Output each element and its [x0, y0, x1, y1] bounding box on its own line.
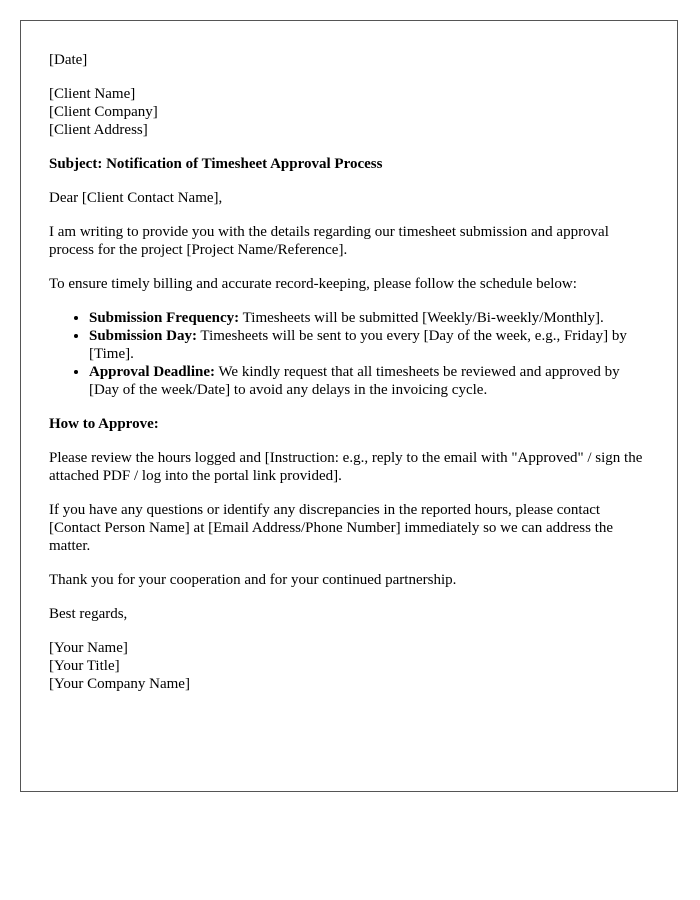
client-address: [Client Address] [49, 122, 148, 138]
questions-paragraph: If you have any questions or identify any discrepancies in the reported hours, please contact [Contact Person Name] at [Email Address/Phone Number] immediately so we can address the matter. [49, 502, 614, 554]
subject-line: Subject: Notification of Timesheet Approval Process [49, 156, 383, 172]
list-item [89, 309, 649, 327]
schedule-intro: To ensure timely billing and accurate record-keeping, please follow the schedule below: [49, 276, 577, 292]
date-block [49, 51, 649, 69]
client-company: [Client Company] [49, 104, 158, 120]
schedule-item-label: Submission Day: [89, 328, 197, 344]
sender-company: [Your Company Name] [49, 676, 190, 692]
letter-page [20, 20, 678, 792]
intro-paragraph: I am writing to provide you with the details regarding our timesheet submission and approval process for the project [Project Name/Reference]. [49, 224, 609, 258]
schedule-item-text: We kindly request that all timesheets be reviewed and approved by [Day of the week/Date] to avoid any delays in the invoicing cycle. [89, 364, 620, 398]
schedule-item-label: Submission Frequency: [89, 310, 240, 326]
sender-name: [Your Name] [49, 640, 128, 656]
client-name: [Client Name] [49, 86, 136, 102]
schedule-item-label: Approval Deadline: [89, 364, 215, 380]
list-item [89, 327, 649, 363]
letter-date: [Date] [49, 52, 88, 68]
closing: Best regards, [49, 606, 128, 622]
signature-block [49, 639, 649, 693]
sender-title: [Your Title] [49, 658, 120, 674]
how-to-approve-heading: How to Approve: [49, 416, 159, 432]
list-item [89, 363, 649, 399]
thanks-paragraph: Thank you for your cooperation and for your continued partnership. [49, 572, 457, 588]
schedule-item-text: Timesheets will be submitted [Weekly/Bi-weekly/Monthly]. [239, 310, 604, 326]
schedule-list [49, 309, 649, 399]
schedule-item-text: Timesheets will be sent to you every [Day of the week, e.g., Friday] by [Time]. [89, 328, 627, 362]
how-to-approve-text: Please review the hours logged and [Instruction: e.g., reply to the email with "Approved" / sign the attached PDF / log into the portal link provided]. [49, 450, 643, 484]
recipient-address-block [49, 85, 649, 139]
salutation: Dear [Client Contact Name], [49, 190, 223, 206]
